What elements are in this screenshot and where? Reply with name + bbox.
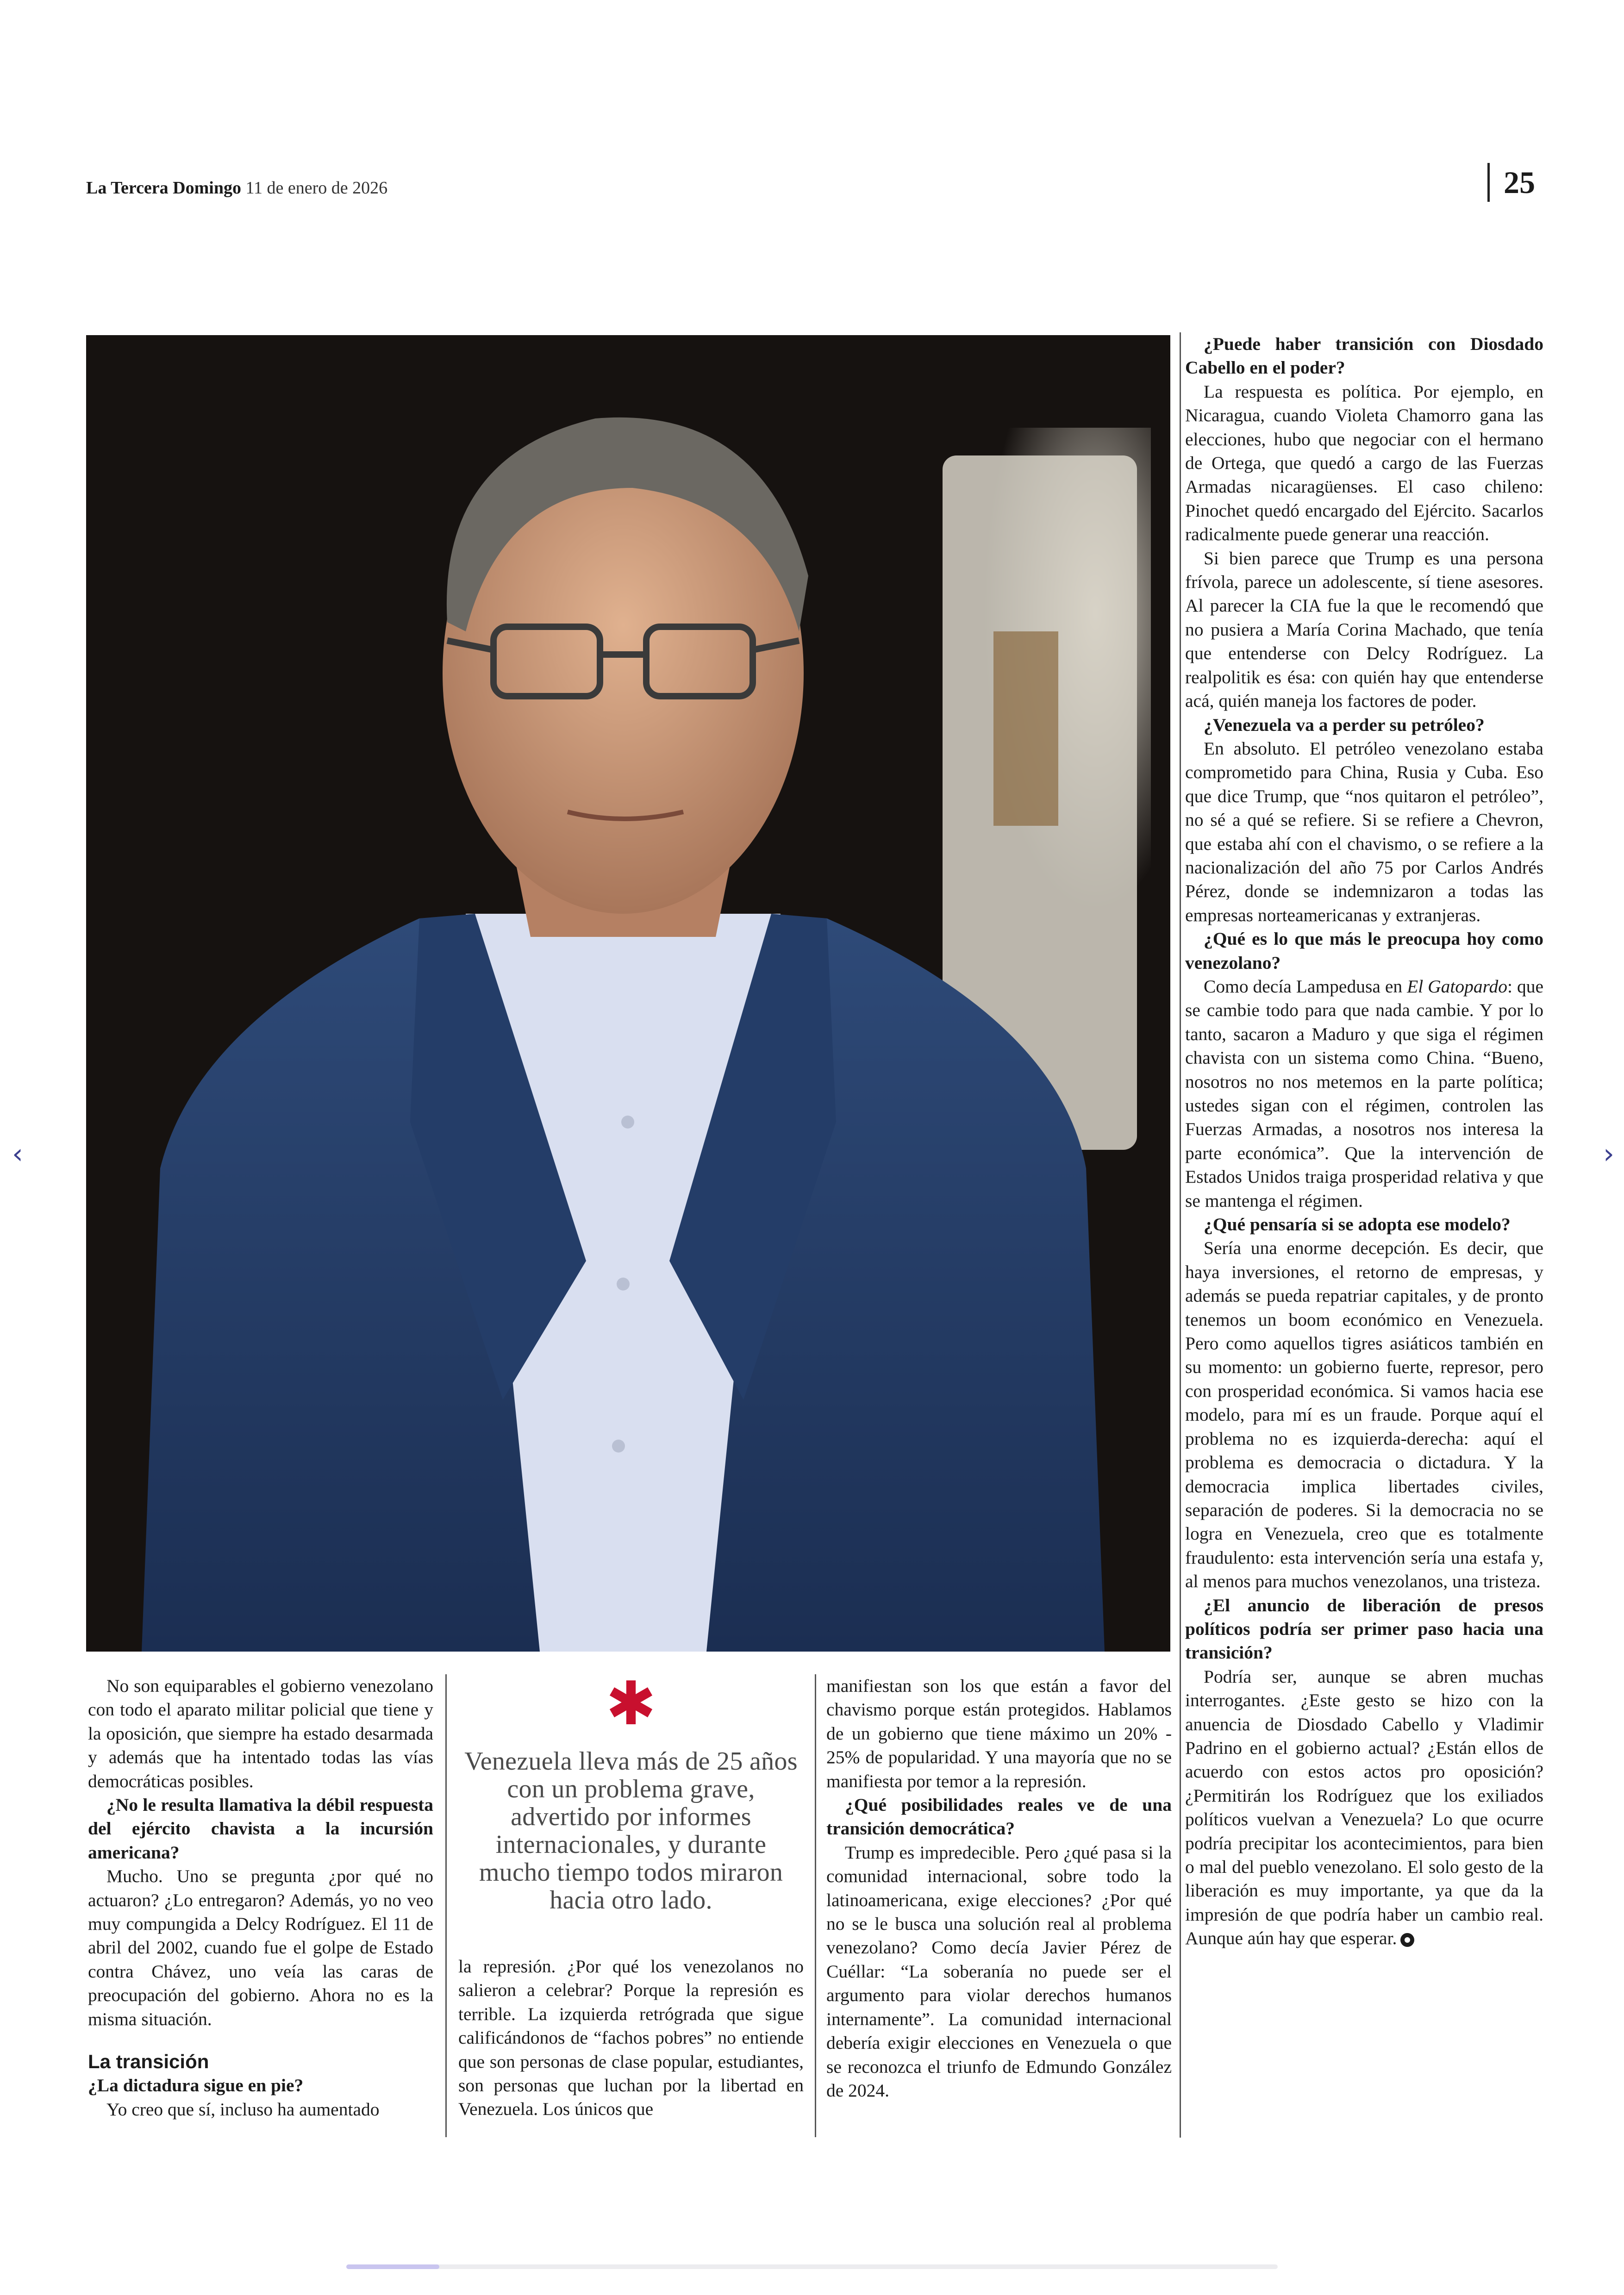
article-column-2 bbox=[458, 1955, 804, 2121]
column-divider bbox=[1180, 332, 1181, 2138]
article-column-4 bbox=[1185, 332, 1543, 1951]
interview-question: ¿Venezuela va a perder su petróleo? bbox=[1204, 714, 1485, 735]
chevron-left-icon: ‹ bbox=[12, 1138, 23, 1170]
next-page-button[interactable] bbox=[1599, 1138, 1618, 1170]
paragraph: la represión. ¿Por qué los venezolanos no salieron a celebrar? Porque la represión es terrible. La izquierda retrógrada que sigue calificándonos de “fachos pobres” no entiende que son personas de clase popular, estudiantes, son personas que luchan por la libertad en Venezuela. Los únicos que bbox=[458, 1956, 804, 2120]
interview-question: ¿La dictadura sigue en pie? bbox=[88, 2075, 304, 2096]
paragraph: Sería una enorme decepción. Es decir, que haya inversiones, el retorno de empresas, y además se pueda repatriar capitales, y de pronto tenemos un boom económico en Venezuela. Pero como aquellos tigres asiáticos también en su momento: un gobierno fuerte, represor, pero con prosperidad económica. Si vamos hacia ese modelo, para mí es un fraude. Porque aquí el problema no es izquierda-derecha: aquí el problema es democracia o dictadura. Y la democracia implica libertades civiles, separación de poderes. Si la democracia no se logra en Venezuela, creo que es totalmente fraudulento: esta intervención sería una estafa y, al menos para muchos venezolanos, una tristeza. bbox=[1185, 1238, 1543, 1592]
paragraph: Mucho. Uno se pregunta ¿por qué no actuaron? ¿Lo entregaron? Además, yo no veo muy compungida a Delcy Rodríguez. El 11 de abril del 2002, cuando fue el golpe de Estado contra Chávez, uno veía las caras de preocupación del gobierno. Ahora no es la misma situación. bbox=[88, 1866, 433, 2029]
paragraph bbox=[1185, 1665, 1543, 1951]
chevron-right-icon: › bbox=[1603, 1138, 1614, 1170]
paragraph: Trump es impredecible. Pero ¿qué pasa si la comunidad internacional, sobre todo la latinoamericana, exige elecciones? ¿Por qué no se le busca una solución real al problema venezolano? Como decía Javier Pérez de Cuéllar: “La soberanía no puede ser el argumento para violar derechos humanos internamente”. La comunidad internacional debería exigir elecciones en Venezuela o que se reconozca el triunfo de Edmundo González de 2024. bbox=[826, 1842, 1172, 2101]
page-number-block bbox=[1487, 163, 1535, 202]
article-column-1 bbox=[88, 1674, 433, 2121]
interview-question: ¿Qué pensaría si se adopta ese modelo? bbox=[1204, 1214, 1511, 1235]
paragraph: Yo creo que sí, incluso ha aumentado bbox=[106, 2099, 380, 2120]
paragraph: La respuesta es política. Por ejemplo, en Nicaragua, cuando Violeta Chamorro gana las elecciones, hubo que negociar con el hermano de Ortega, que quedó a cargo de las Fuerzas Armadas nicaragüenses. El caso chileno: Pinochet quedó encargado del Ejército. Sacarlos radicalmente puede generar una reacción. bbox=[1185, 381, 1543, 545]
paragraph: Si bien parece que Trump es una persona frívola, parece un adolescente, sí tiene asesores. Al parecer la CIA fue la que le recomendó que no pusiera a María Corina Machado, que tenía que entenderse con Delcy Rodríguez. La realpolitik es ésa: con quién hay que entenderse acá, quién maneja los factores de poder. bbox=[1185, 548, 1543, 711]
paragraph: No son equiparables el gobierno venezolano con todo el aparato militar policial que tiene y la oposición, que siempre ha estado desarmada y además que ha intentado todas las vías democráticas posibles. bbox=[88, 1676, 433, 1791]
section-heading: La transición bbox=[88, 2051, 209, 2073]
interview-question: ¿Puede haber transición con Diosdado Cabello en el poder? bbox=[1185, 334, 1543, 378]
asterisk-icon: ✱ bbox=[606, 1668, 656, 1739]
paragraph: En absoluto. El petróleo venezolano estaba comprometido para China, Rusia y Cuba. Eso que dice Trump, que “nos quitaron el petróleo”, no sé a qué se refiere. Si se refiere a Chevron, que estaba ahí con el chavismo, o se refiere a la nacionalización del año 75 por Carlos Andrés Pérez, donde se indemnizaron a todas las empresas norteamericanas y extranjeras. bbox=[1185, 738, 1543, 925]
end-of-article-icon bbox=[1400, 1933, 1414, 1947]
column-divider bbox=[445, 1674, 447, 2137]
portrait-illustration bbox=[86, 335, 1170, 1652]
page-number: 25 bbox=[1504, 164, 1535, 200]
interview-question: ¿El anuncio de liberación de presos políticos podría ser primer paso hacia una transición? bbox=[1185, 1595, 1543, 1663]
page-number-rule bbox=[1487, 163, 1490, 202]
publication-name: La Tercera Domingo bbox=[86, 178, 241, 198]
column-divider bbox=[815, 1674, 816, 2137]
portrait-photo bbox=[86, 335, 1170, 1652]
paragraph-text: : que se cambie todo para que nada cambie. Y por lo tanto, sacaron a Maduro y que siga el régimen chavista con un sistema como China. “Bueno, nosotros no nos metemos en la parte política; ustedes sigan con el régimen, controlen las Fuerzas Armadas, a nosotros nos interesa la parte económica”. Que la intervención de Estados Unidos traiga prosperidad relativa y que se mantenga el régimen. bbox=[1185, 976, 1543, 1211]
book-title: El Gatopardo bbox=[1407, 976, 1508, 997]
paragraph-text: Podría ser, aunque se abren muchas interrogantes. ¿Este gesto se hizo con la anuencia de Diosdado Cabello y Vladimir Padrino en el gobierno actual? ¿Están ellos de acuerdo con estos actos pro oposición? ¿Permitirán los Rodríguez que los exiliados políticos vuelvan a Venezuela? Lo que ocurre podría precipitar los acontecimientos, para bien o mal del pueblo venezolano. El solo gesto de la liberación es muy importante, ya que da la impresión de que podría haber un cambio real. Aunque aún hay que esperar. bbox=[1185, 1666, 1543, 1949]
pull-quote bbox=[458, 1668, 804, 1915]
interview-question: ¿Qué posibilidades reales ve de una transición democrática? bbox=[826, 1795, 1172, 1839]
publication-date: 11 de enero de 2026 bbox=[245, 178, 388, 198]
paragraph bbox=[1185, 975, 1543, 1213]
paragraph: manifiestan son los que están a favor del chavismo porque están protegidos. Hablamos de un gobierno que tiene máximo un 20% - 25% de popularidad. Y una mayoría que no se manifiesta por temor a la represión. bbox=[826, 1676, 1172, 1791]
prev-page-button[interactable] bbox=[8, 1138, 27, 1170]
article-column-3 bbox=[826, 1674, 1172, 2102]
reading-progress-bar[interactable] bbox=[346, 2264, 1278, 2269]
pull-quote-text: Venezuela lleva más de 25 años con un problema grave, advertido por informes internacionales, y durante mucho tiempo todos miraron hacia otro lado. bbox=[464, 1747, 798, 1915]
interview-question: ¿Qué es lo que más le preocupa hoy como venezolano? bbox=[1185, 929, 1543, 973]
page-header bbox=[86, 178, 387, 198]
reading-progress-fill bbox=[346, 2264, 439, 2269]
interview-question: ¿No le resulta llamativa la débil respuesta del ejército chavista a la incursión americana? bbox=[88, 1795, 433, 1863]
paragraph-text: Como decía Lampedusa en bbox=[1204, 976, 1407, 997]
